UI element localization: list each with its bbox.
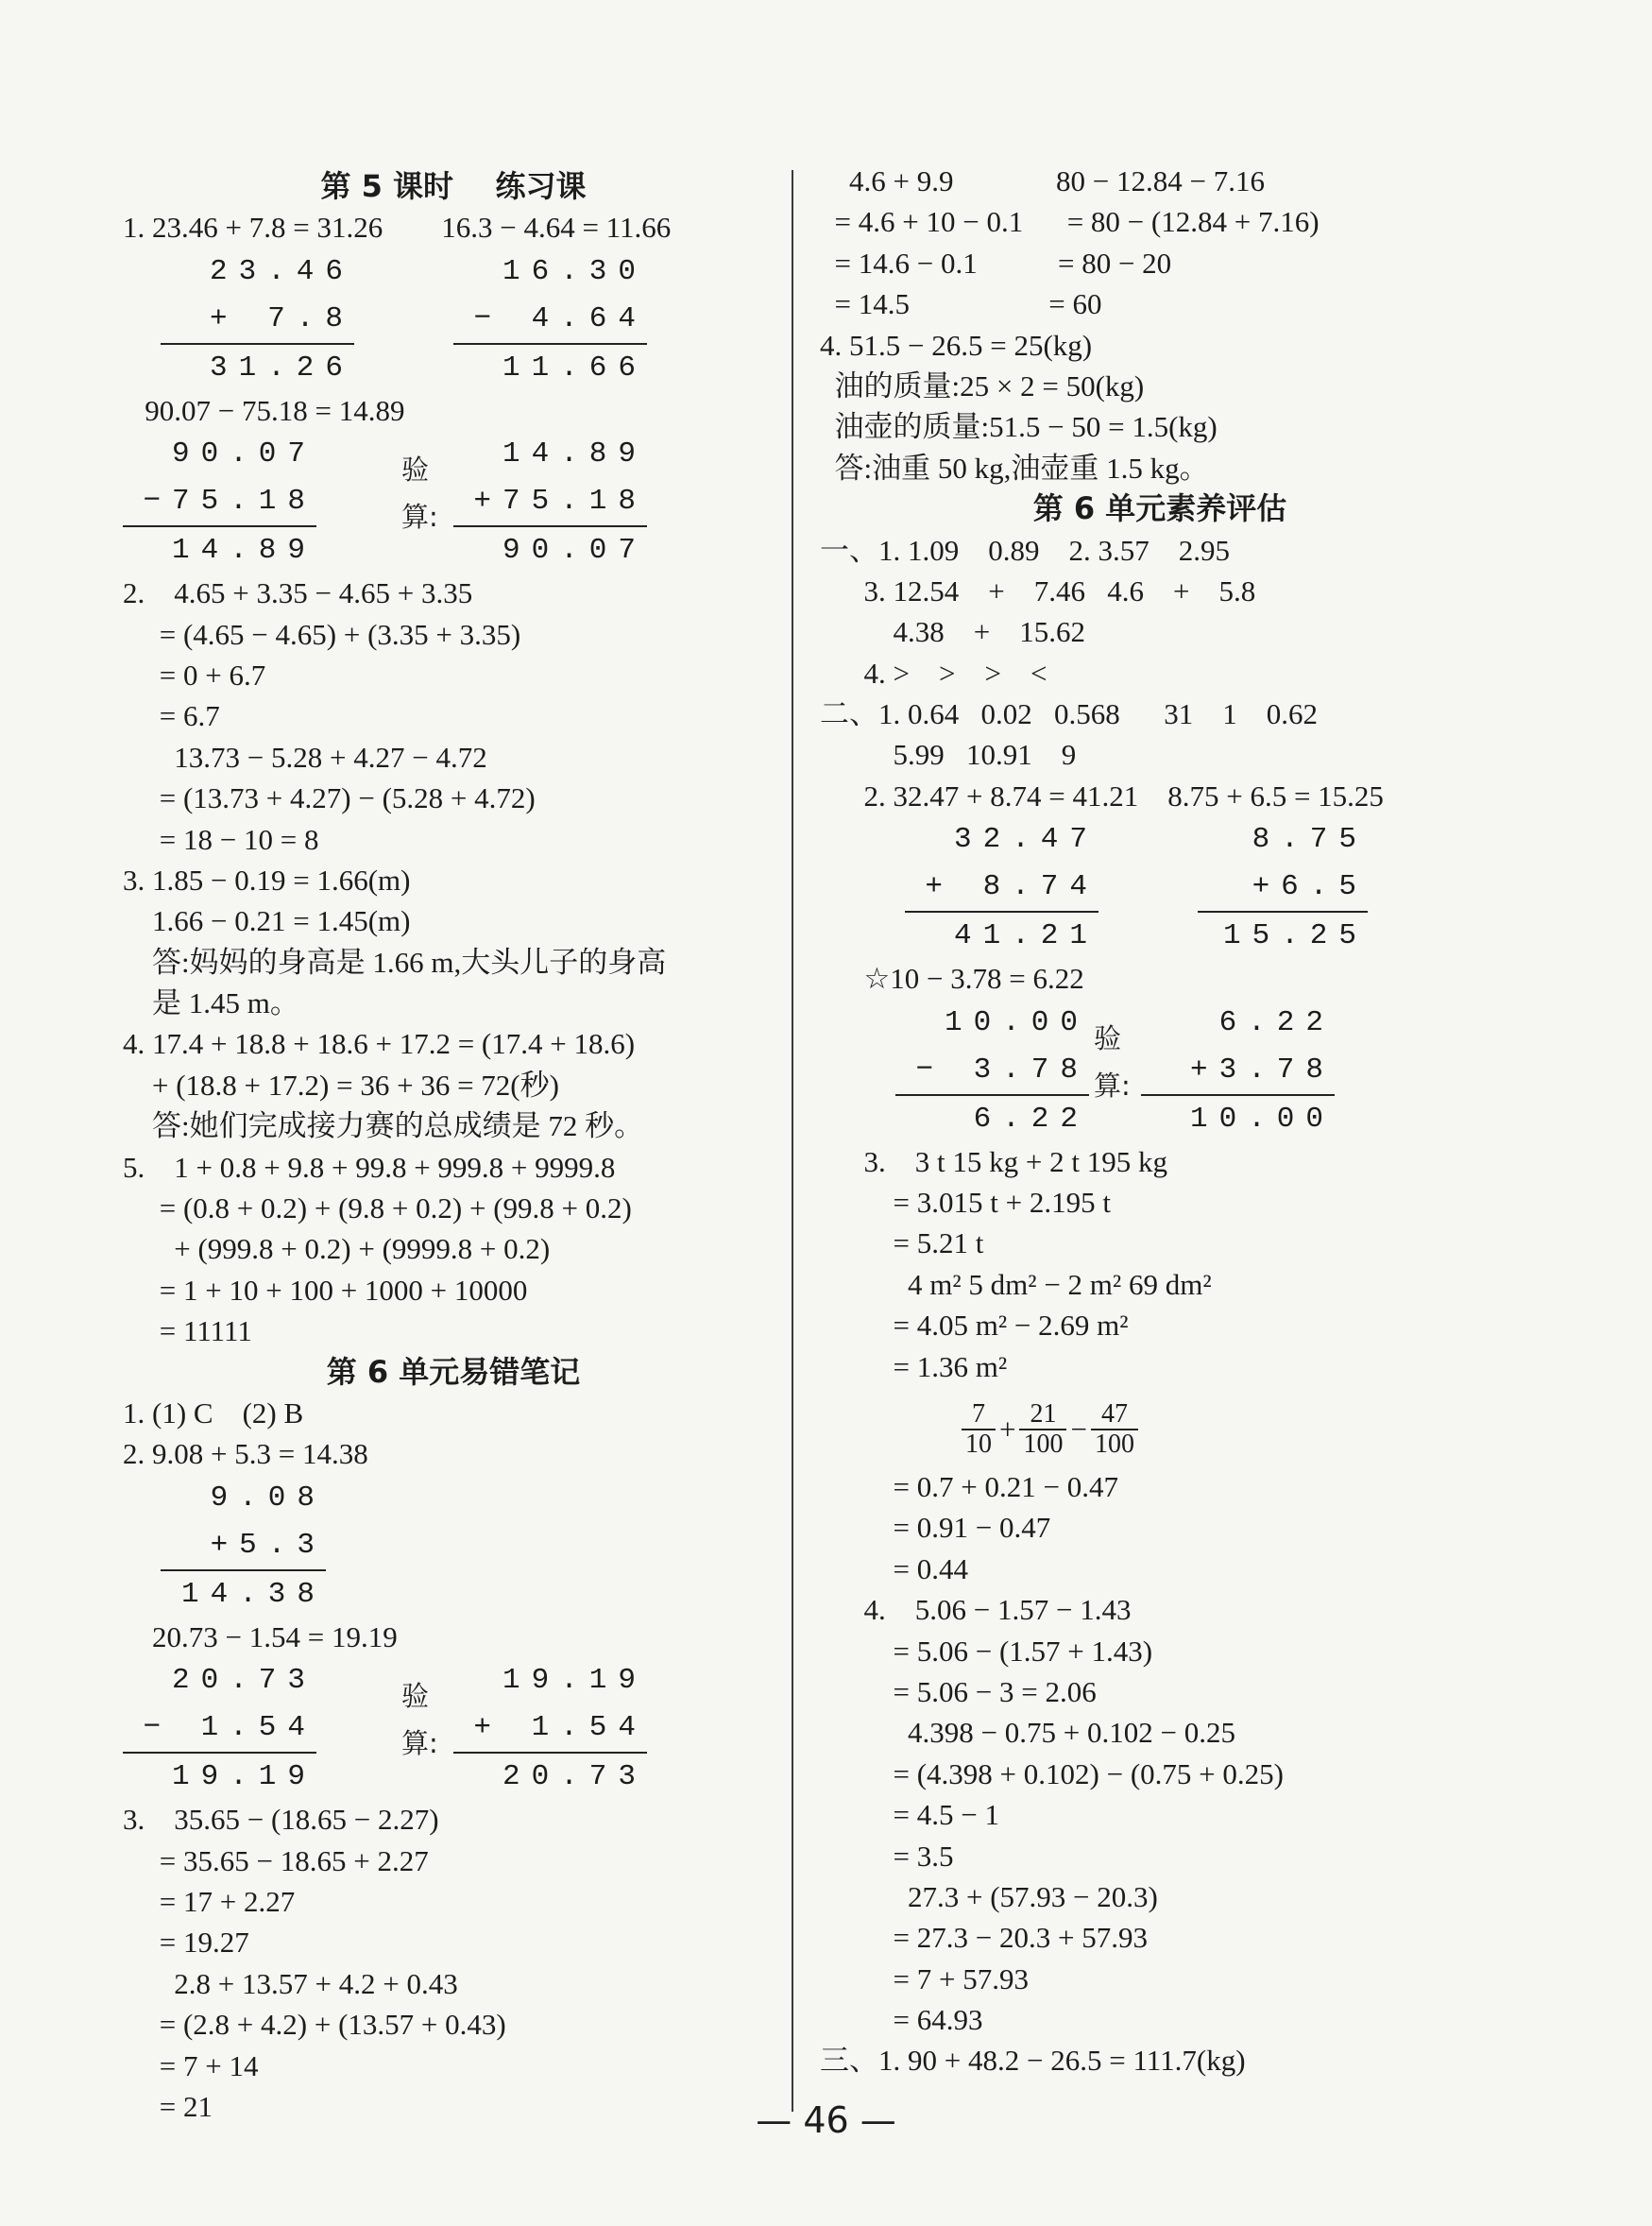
calc-row: 32.47 xyxy=(953,823,1098,857)
verify-label: 验 算: xyxy=(401,1680,438,1760)
section-title-unit6-assessment: 第 6 单元素养评估 xyxy=(1032,490,1287,527)
answer-line: 二、1. 0.64 0.02 0.568 31 1 0.62 xyxy=(820,697,1318,731)
answer-line: 1. (1) C (2) B xyxy=(123,1396,304,1430)
fraction xyxy=(962,1400,996,1459)
continued-calc xyxy=(820,161,1500,325)
answer-line: = 64.93 xyxy=(820,2003,983,2037)
answer-line: ☆10 − 3.78 = 6.22 xyxy=(820,962,1084,996)
calc-result: 14.89 xyxy=(123,525,316,574)
fraction xyxy=(1019,1400,1066,1459)
answer-line: = (2.8 + 4.2) + (13.57 + 0.43) xyxy=(123,2008,506,2042)
fraction-expression xyxy=(820,1387,1500,1466)
calc-column xyxy=(161,248,354,390)
numerator: 21 xyxy=(1019,1400,1066,1430)
answer-line: 三、1. 90 + 48.2 − 26.5 = 111.7(kg) xyxy=(820,2044,1246,2078)
fraction-steps xyxy=(820,1466,1500,1589)
numerator: 7 xyxy=(962,1400,996,1430)
answer-line: 1. 23.46 + 7.8 = 31.26 16.3 − 4.64 = 11.66 xyxy=(123,211,672,245)
calc-row: +6.5 xyxy=(1252,870,1368,904)
calc-column xyxy=(905,816,1098,958)
calc-result: 31.26 xyxy=(161,343,354,392)
question-4 xyxy=(123,1023,784,1146)
answer-line: = 14.5 = 60 xyxy=(820,287,1102,321)
answer-line: 4. > > > < xyxy=(820,656,1047,690)
answer-line: = 4.5 − 1 xyxy=(820,1798,999,1832)
answer-line: = 19.27 xyxy=(123,1926,249,1960)
calc-row: + 8.74 xyxy=(925,870,1098,904)
calc-result: 14.38 xyxy=(161,1569,326,1618)
fraction xyxy=(1091,1400,1138,1459)
denominator: 10 xyxy=(965,1429,992,1459)
answer-line: = 5.06 − 3 = 2.06 xyxy=(820,1674,1097,1708)
calc-row: + 7.8 xyxy=(209,301,354,335)
question-3 xyxy=(123,860,784,1024)
answer-line: 一、1. 1.09 0.89 2. 3.57 2.95 xyxy=(820,533,1230,567)
answer-line: = 5.06 − (1.57 + 1.43) xyxy=(820,1634,1153,1668)
answer-line: 3. 12.54 + 7.46 4.6 + 5.8 xyxy=(820,574,1256,608)
answer-line: 是 1.45 m。 xyxy=(123,986,299,1020)
answer-line: = 17 + 2.27 xyxy=(123,1884,296,1918)
answer-line: = 18 − 10 = 8 xyxy=(123,822,319,856)
calc-result: 19.19 xyxy=(123,1752,316,1801)
calc-column xyxy=(161,1475,326,1617)
page-number: — 46 — xyxy=(756,2099,896,2141)
answer-line: = 4.6 + 10 − 0.1 = 80 − (12.84 + 7.16) xyxy=(820,205,1320,239)
calc-row: 9.08 xyxy=(210,1481,326,1515)
answer-line: = (0.8 + 0.2) + (9.8 + 0.2) + (99.8 + 0.2) xyxy=(123,1191,632,1225)
calc-row: 19.19 xyxy=(502,1664,647,1698)
calc-row: 6.22 xyxy=(1218,1005,1335,1039)
calc-result: 90.07 xyxy=(453,525,647,574)
calc-row: − 1.54 xyxy=(143,1711,316,1745)
calc-result: 6.22 xyxy=(895,1094,1089,1143)
calc-row: − 3.78 xyxy=(915,1053,1089,1087)
calc-column xyxy=(123,1657,316,1799)
answer-line: = 0 + 6.7 xyxy=(123,658,266,692)
answer-line: 4.6 + 9.9 80 − 12.84 − 7.16 xyxy=(820,164,1265,197)
answer-line: = 35.65 − 18.65 + 2.27 xyxy=(123,1843,429,1877)
part-1-2 xyxy=(820,530,1500,817)
answer-line: 4.398 − 0.75 + 0.102 − 0.25 xyxy=(820,1716,1235,1750)
answer-line: = 6.7 xyxy=(123,699,220,733)
answer-line: = 3.015 t + 2.195 t xyxy=(820,1186,1111,1220)
calc-row: 23.46 xyxy=(209,254,354,288)
answer-line: 4. 51.5 − 26.5 = 25(kg) xyxy=(820,328,1093,362)
calc-row: 14.89 xyxy=(502,437,647,471)
answer-line: = 7 + 14 xyxy=(123,2048,259,2082)
calc-row: − 4.64 xyxy=(473,301,647,335)
answer-line: 2. 9.08 + 5.3 = 14.38 xyxy=(123,1437,368,1471)
operator: − xyxy=(1070,1412,1087,1446)
answer-line: 4.38 + 15.62 xyxy=(820,615,1085,649)
answer-line: = 14.6 − 0.1 = 80 − 20 xyxy=(820,246,1172,280)
calc-column xyxy=(453,431,647,573)
calc-result: 15.25 xyxy=(1198,911,1368,960)
calc-row: 90.07 xyxy=(171,437,316,471)
section-title-lesson5: 第 5 课时 练习课 xyxy=(320,168,587,204)
calc-column xyxy=(1141,1000,1335,1141)
answer-line: 4. 17.4 + 18.8 + 18.6 + 17.2 = (17.4 + 18.6) xyxy=(123,1027,636,1061)
calc-row: 20.73 xyxy=(171,1664,316,1698)
calc-result: 41.21 xyxy=(905,911,1098,960)
answer-line: 1.66 − 0.21 = 1.45(m) xyxy=(123,904,411,938)
error-question-3 xyxy=(123,1799,784,2127)
answer-line: = 21 xyxy=(123,2089,213,2123)
answer-line: 2.8 + 13.57 + 4.2 + 0.43 xyxy=(123,1966,458,2000)
denominator: 100 xyxy=(1094,1429,1134,1459)
question-5 xyxy=(123,1147,784,1352)
column-divider xyxy=(792,170,793,2112)
verify-label: 验 算: xyxy=(1094,1021,1131,1102)
answer-line: 4 m² 5 dm² − 2 m² 69 dm² xyxy=(820,1267,1212,1301)
calc-column xyxy=(123,431,316,573)
question-3-units xyxy=(820,1141,1500,1387)
answer-line: = (13.73 + 4.27) − (5.28 + 4.72) xyxy=(123,781,536,815)
verify-label: 验 算: xyxy=(401,454,438,534)
answer-line: 3. 35.65 − (18.65 − 2.27) xyxy=(123,1803,439,1837)
operator: + xyxy=(999,1412,1016,1446)
answer-line: = 0.7 + 0.21 − 0.47 xyxy=(820,1469,1118,1503)
calc-result: 20.73 xyxy=(453,1752,647,1801)
answer-line: = 0.91 − 0.47 xyxy=(820,1511,1051,1545)
answer-line: 油壶的质量:51.5 − 50 = 1.5(kg) xyxy=(820,410,1218,444)
question-4-simplify xyxy=(820,1589,1500,2040)
calc-result: 11.66 xyxy=(453,343,647,392)
answer-line: 3. 3 t 15 kg + 2 t 195 kg xyxy=(820,1144,1167,1178)
left-column xyxy=(123,166,784,2127)
vertical-calc xyxy=(820,816,1500,958)
answer-line: 20.73 − 1.54 = 19.19 xyxy=(123,1619,398,1653)
right-column xyxy=(820,161,1500,2081)
answer-line: 4. 5.06 − 1.57 − 1.43 xyxy=(820,1593,1132,1627)
vertical-calc xyxy=(123,1475,784,1617)
numerator: 47 xyxy=(1091,1400,1138,1430)
calc-result: 10.00 xyxy=(1141,1094,1335,1143)
answer-line: = 1.36 m² xyxy=(820,1349,1008,1383)
question-4-oil xyxy=(820,325,1500,489)
answer-line: = (4.398 + 0.102) − (0.75 + 0.25) xyxy=(820,1756,1284,1790)
answer-line: 27.3 + (57.93 − 20.3) xyxy=(820,1879,1158,1913)
answer-line: = (4.65 − 4.65) + (3.35 + 3.35) xyxy=(123,617,521,651)
answer-line: 90.07 − 75.18 = 14.89 xyxy=(123,393,405,427)
section-title-unit6-notes: 第 6 单元易错笔记 xyxy=(326,1353,581,1390)
vertical-calc xyxy=(123,248,784,390)
answer-line: 5.99 10.91 9 xyxy=(820,738,1077,772)
calc-row: +5.3 xyxy=(210,1528,326,1562)
calc-row: 10.00 xyxy=(944,1005,1089,1039)
calc-row: −75.18 xyxy=(143,485,316,519)
answer-line: 2. 4.65 + 3.35 − 4.65 + 3.35 xyxy=(123,576,473,610)
answer-line: = 5.21 t xyxy=(820,1226,984,1260)
answer-line: 答:妈妈的身高是 1.66 m,大头儿子的身高 xyxy=(123,945,667,979)
calc-row: +75.18 xyxy=(473,485,647,519)
answer-line: 5. 1 + 0.8 + 9.8 + 99.8 + 999.8 + 9999.8 xyxy=(123,1150,616,1184)
calc-row: 16.30 xyxy=(502,254,647,288)
question-2 xyxy=(123,573,784,860)
vertical-calc xyxy=(820,1000,1500,1141)
answer-line: 3. 1.85 − 0.19 = 1.66(m) xyxy=(123,863,411,897)
answer-line: = 7 + 57.93 xyxy=(820,1961,1029,1995)
answer-line: + (999.8 + 0.2) + (9999.8 + 0.2) xyxy=(123,1232,551,1266)
answer-line: 答:她们完成接力赛的总成绩是 72 秒。 xyxy=(123,1109,644,1143)
answer-line: = 27.3 − 20.3 + 57.93 xyxy=(820,1921,1148,1955)
calc-column xyxy=(1198,816,1368,958)
answer-line: = 3.5 xyxy=(820,1839,954,1873)
answer-line: = 4.05 m² − 2.69 m² xyxy=(820,1309,1129,1343)
calc-row: 8.75 xyxy=(1252,823,1368,857)
calc-column xyxy=(453,1657,647,1799)
answer-line: 油的质量:25 × 2 = 50(kg) xyxy=(820,368,1145,402)
answer-line: = 1 + 10 + 100 + 1000 + 10000 xyxy=(123,1273,528,1307)
vertical-calc xyxy=(123,431,784,573)
calc-column xyxy=(895,1000,1089,1141)
answer-line: = 0.44 xyxy=(820,1551,968,1585)
denominator: 100 xyxy=(1023,1429,1064,1459)
answer-line: + (18.8 + 17.2) = 36 + 36 = 72(秒) xyxy=(123,1068,559,1102)
calc-row: + 1.54 xyxy=(473,1711,647,1745)
answer-line: 2. 32.47 + 8.74 = 41.21 8.75 + 6.5 = 15.25 xyxy=(820,779,1384,813)
calc-column xyxy=(453,248,647,390)
calc-row: +3.78 xyxy=(1189,1053,1335,1087)
vertical-calc xyxy=(123,1657,784,1799)
answer-line: = 11111 xyxy=(123,1314,252,1348)
answer-line: 答:油重 50 kg,油壶重 1.5 kg。 xyxy=(820,451,1209,485)
answer-line: 13.73 − 5.28 + 4.27 − 4.72 xyxy=(123,740,487,774)
